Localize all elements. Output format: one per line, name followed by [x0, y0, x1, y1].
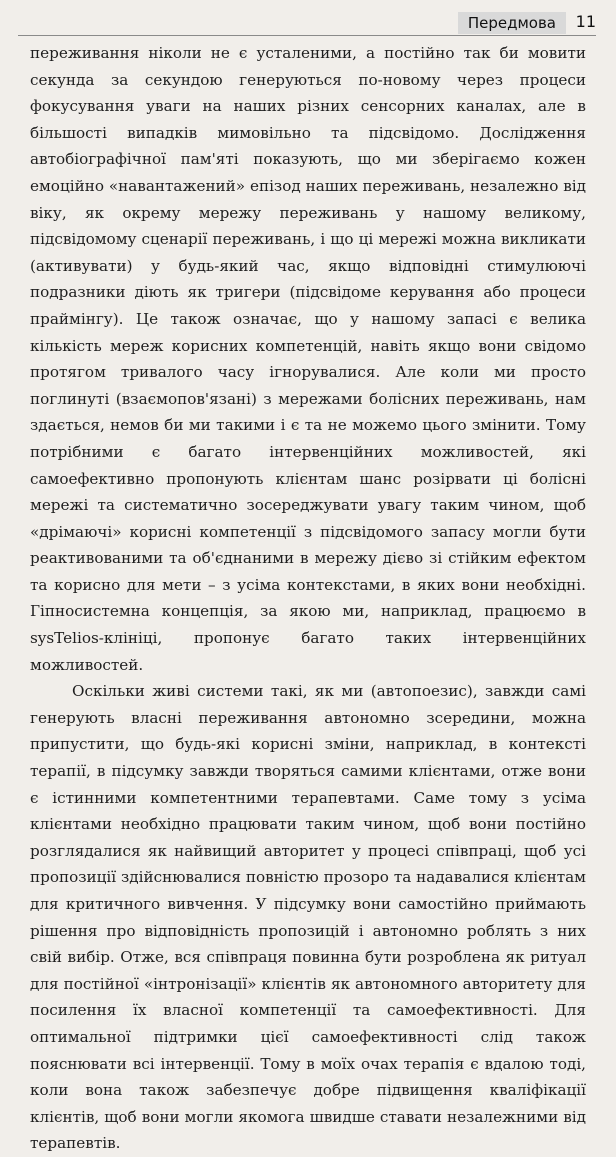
running-section-title: Передмова [458, 12, 566, 34]
page-header [18, 8, 596, 36]
body-text [30, 40, 586, 1157]
page-number: 11 [575, 12, 596, 31]
paragraph-living-systems: Оскільки живі системи такі, як ми (автопоезис), завжди самі генерують власні переживання автономно зсередини, можна припустити, що будь-які корисні зміни, наприклад, в контексті терапії, в підсумку завжди творяться самими клієнтами, отже вони є істинними компетентними терапевтами. Саме тому з усіма клієнтами необхідно працювати таким чином, щоб вони постійно розглядалися як найвищий авторитет у процесі співпраці, щоб усі пропозиції здійснювалися повністю прозоро та надавалися клієнтам для критичного вивчення. У підсумку вони самостійно приймають рішення про відповідність пропозицій і автономно роблять з них свій вибір. Отже, вся співпраця повинна бути розроблена як ритуал для постійної «інтронізації» клієнтів як автономного авторитету для посилення їх власної компетенції та самоефективності. Для оптимальної підтримки цієї самоефективності слід також пояснювати всі інтервенції. Тому в моїх очах терапія є вдалою тоді, коли вона також забезпечує добре підвищення кваліфікації клієнтів, щоб вони могли якомога швидше ставати незалежними від терапевтів. [30, 682, 586, 1153]
paragraph-continued: переживання ніколи не є усталеними, а постійно так би мовити секунда за секундою генеруються по-новому через процеси фокусування уваги на наших різних сенсорних каналах, але в більшості випадків мимовільно та підсвідомо. Дослідження автобіографічної пам'яті показують, що ми зберігаємо кожен емоційно «навантажений» епізод наших переживань, незалежно від віку, як окрему мережу переживань у нашому великому, підсвідомому сценарії переживань, і що ці мережі можна викликати (активувати) у будь-який час, якщо відповідні стимулюючі подразники діють як тригери (підсвідоме керування або процеси праймінгу). Це також означає, що у нашому запасі є велика кількість мереж корисних компетенцій, навіть якщо вони свідомо протягом тривалого часу ігнорувалися. Але коли ми просто поглинуті (взаємопов'язані) з мережами болісних переживань, нам здається, немов би ми такими і є та не можемо цього змінити. Тому потрібними є багато інтервенційних можливостей, які самоефективно пропонують клієнтам шанс розірвати ці болісні мережі та систематично зосереджувати увагу таким чином, щоб «дрімаючі» корисні компетенції з підсвідомого запасу могли бути реактивованими та об'єднаними в мережу дієво зі стійким ефектом та корисно для мети – з усіма контекстами, в яких вони необхідні. Гіпносистемна концепція, за якою ми, наприклад, працюємо в sysTelios-клініці, пропонує багато таких інтервенційних можливостей. [30, 44, 586, 674]
